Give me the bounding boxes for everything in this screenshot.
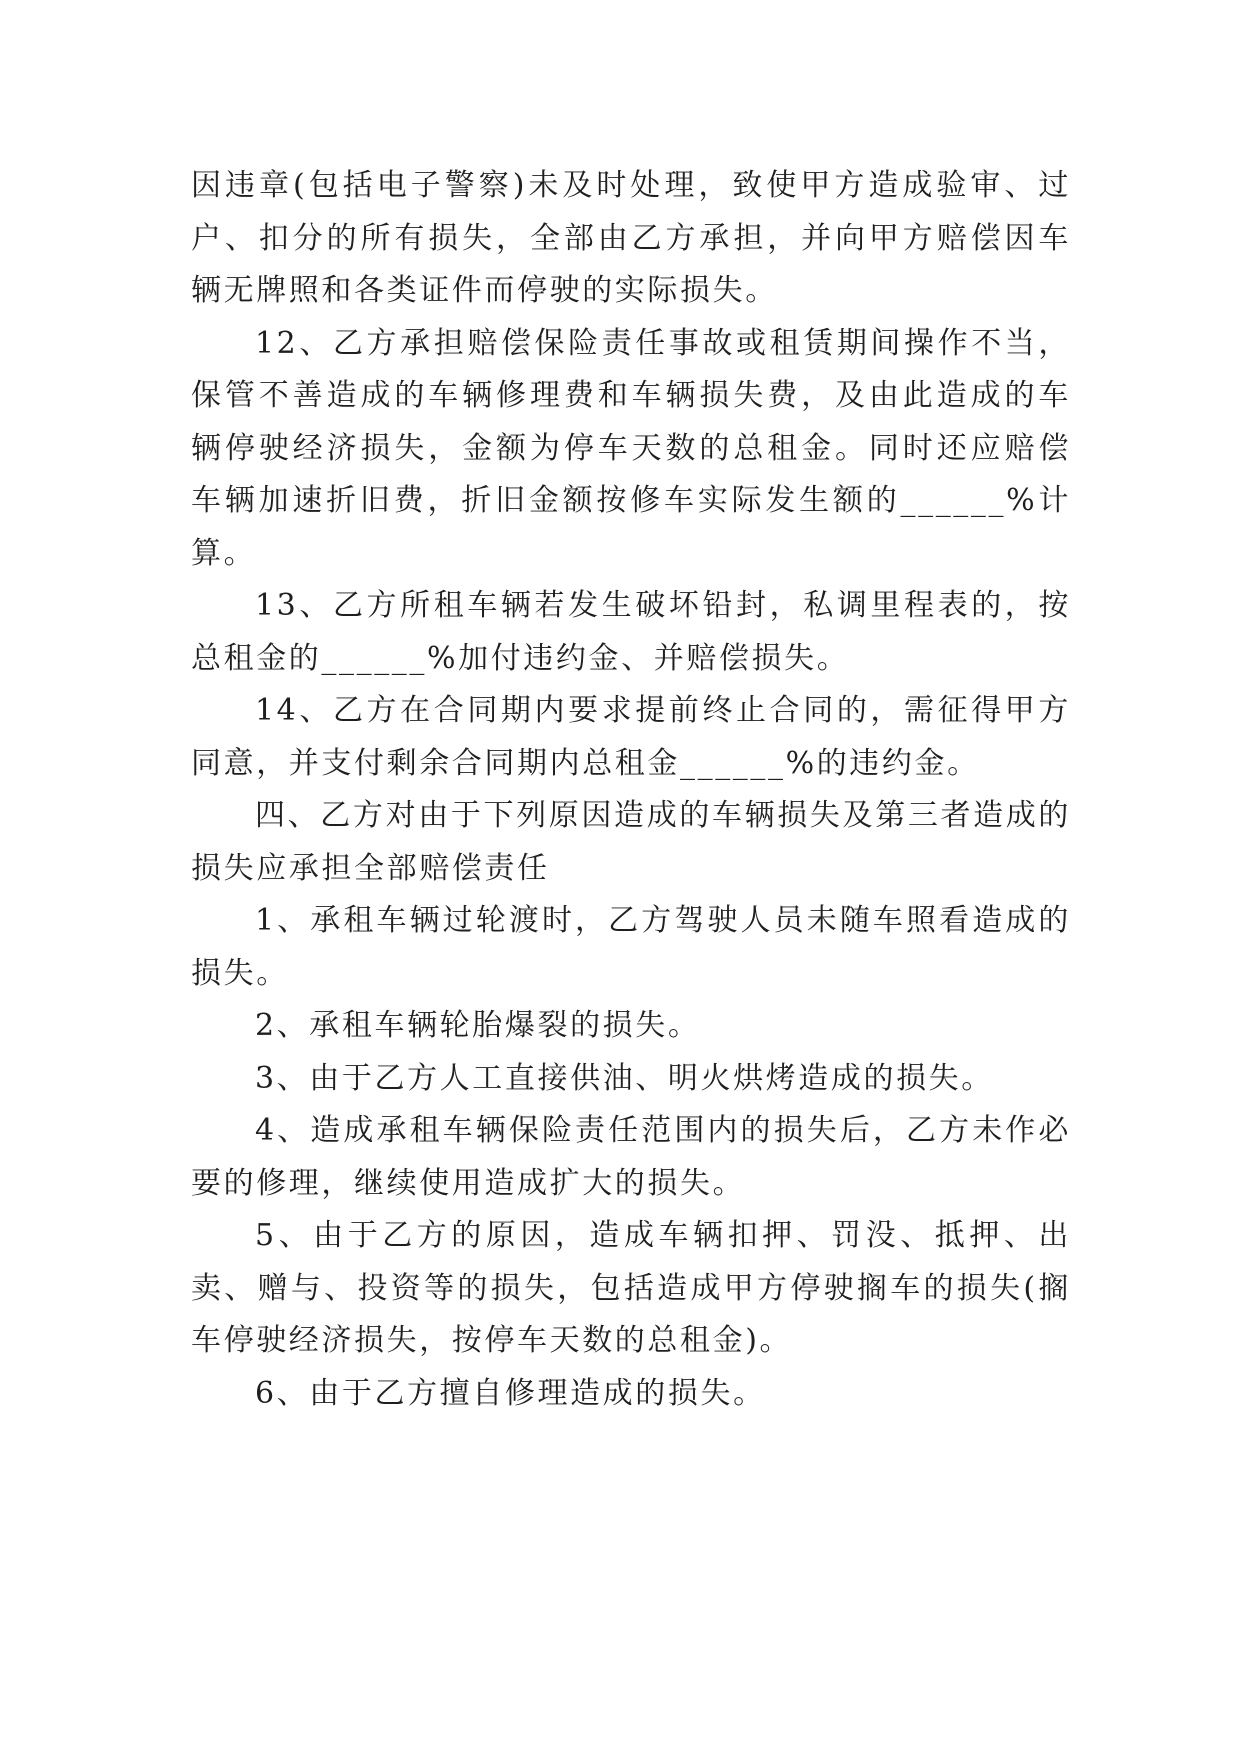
paragraph-clause-14: 14、乙方在合同期内要求提前终止合同的，需征得甲方同意，并支付剩余合同期内总租金______%的违约金。 — [191, 693, 1071, 781]
paragraph-section4-item-3: 3、由于乙方人工直接供油、明火烘烤造成的损失。 — [255, 1060, 994, 1096]
paragraph-clause-13: 13、乙方所租车辆若发生破坏铅封，私调里程表的，按总租金的______%加付违约金、并赔偿损失。 — [191, 588, 1071, 676]
section-heading-4: 四、乙方对由于下列原因造成的车辆损失及第三者造成的损失应承担全部赔偿责任 — [191, 798, 1071, 886]
paragraph-continuation-11: 因违章(包括电子警察)未及时处理，致使甲方造成验审、过户、扣分的所有损失，全部由乙方承担，并向甲方赔偿因车辆无牌照和各类证件而停驶的实际损失。 — [191, 168, 1071, 308]
paragraph-section4-item-6: 6、由于乙方擅自修理造成的损失。 — [255, 1375, 766, 1411]
paragraph-section4-item-2: 2、承租车辆轮胎爆裂的损失。 — [255, 1008, 701, 1043]
paragraph-section4-item-5: 5、由于乙方的原因，造成车辆扣押、罚没、抵押、出卖、赠与、投资等的损失，包括造成甲方停驶搁车的损失(搁车停驶经济损失，按停车天数的总租金)。 — [191, 1218, 1071, 1358]
paragraph-section4-item-4: 4、造成承租车辆保险责任范围内的损失后，乙方未作必要的修理，继续使用造成扩大的损失。 — [191, 1113, 1071, 1201]
paragraph-clause-12: 12、乙方承担赔偿保险责任事故或租赁期间操作不当，保管不善造成的车辆修理费和车辆损失费，及由此造成的车辆停驶经济损失，金额为停车天数的总租金。同时还应赔偿车辆加速折旧费，折旧金额按修车实际发生额的______%计算。 — [191, 325, 1071, 571]
document-body — [191, 160, 1071, 1420]
paragraph-section4-item-1: 1、承租车辆过轮渡时，乙方驾驶人员未随车照看造成的损失。 — [191, 903, 1071, 991]
